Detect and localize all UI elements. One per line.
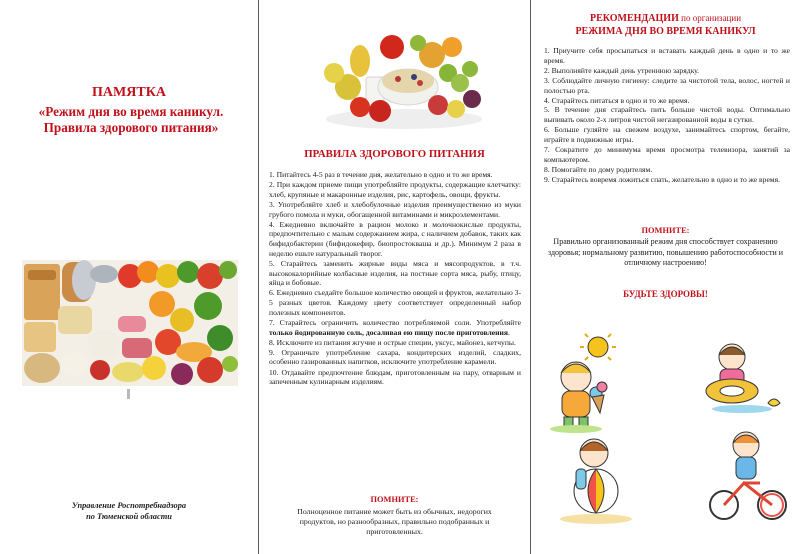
healthy-food-photo xyxy=(22,260,238,386)
rule-item: 8. Исключите из питания жгучие и острые специи, уксус, майонез, кетчупы. xyxy=(269,337,516,347)
recommendation-item: 1. Приучите себя просыпаться и вставать каждый день в одно и то же время. xyxy=(544,46,790,65)
rule-item-salt xyxy=(269,318,521,337)
routine-recommendations-list xyxy=(544,46,790,185)
recommendation-item: 7. Сократите до минимума время просмотра телевизора, занятий за компьютером. xyxy=(544,145,790,164)
page-mark xyxy=(127,389,130,399)
rule-item: 3. Употребляйте хлеб и хлебобулочные изделия преимущественно из муки грубого помола и муки, обогащенной витаминами и микроэлементами. xyxy=(269,199,521,219)
recommendation-item: 8. Помогайте по дому родителям. xyxy=(544,164,653,174)
nutrition-heading: ПРАВИЛА ЗДОРОВОГО ПИТАНИЯ xyxy=(304,148,485,160)
farewell-text: БУДЬТЕ ЗДОРОВЫ! xyxy=(623,289,708,299)
breakfast-photo xyxy=(320,25,485,132)
routine-note-title: ПОМНИТЕ: xyxy=(641,226,690,235)
rule-item: 2. При каждом приеме пищи употребляйте продукты, содержащие клетчатку: хлеб, крупяные и макаронные изделия, рис, картофель, овощи, фрукты. xyxy=(269,180,521,199)
leaflet-subtitle: «Режим дня во время каникул. Правила здорового питания» xyxy=(38,104,224,135)
routine-note-text: Правильно организованный режим дня способствует сохранению здоровья; нормальному развитию, повышению работоспособности и отличному настроению! xyxy=(547,237,784,268)
nutrition-note-title: ПОМНИТЕ: xyxy=(370,495,419,504)
kids-illustration xyxy=(546,333,794,527)
rule-item: 10. Отдавайте предпочтение блюдам, приготовленным на пару, отварным и запеченным кулинарным изделиям. xyxy=(269,367,521,387)
rule-item: 6. Ежедневно съедайте большое количество овощей и фруктов, желательно 3-5 разных цветов. Каждому цвету соответствует определенный набор полезных компонентов. xyxy=(269,288,521,317)
recommendation-item: 3. Соблюдайте личную гигиену: следите за чистотой тела, волос, ногтей и полостью рта. xyxy=(544,75,790,95)
kid-ice-cream xyxy=(550,362,607,433)
recommendation-item: 6. Больше гуляйте на свежем воздухе, занимайтесь спортом, бегайте, играйте в подвижные игры. xyxy=(544,125,790,145)
publisher xyxy=(30,500,228,522)
nutrition-rules-list xyxy=(269,170,521,387)
rule-item: 4. Ежедневно включайте в рацион молоко и молочнокислые продукты, предпочтительно с малым содержанием жира, с наличием добавок, таких как бифидобактерии (бифидокефир, биопростокваша и др.). Минимум 2 раза в неделю ешьте натуральный творог. xyxy=(269,219,521,258)
rule-7-end: . xyxy=(508,327,510,337)
kid-swim-ring xyxy=(706,344,780,413)
recommendation-item: 9. Старайтесь вовремя ложиться спать, желательно в одно и то же время. xyxy=(544,174,781,184)
routine-panel xyxy=(531,0,800,554)
kid-beach-ball xyxy=(560,439,632,524)
recommendation-item: 2. Выполняйте каждый день утреннюю зарядку. xyxy=(544,65,700,75)
rule-item: 1. Питайтесь 4-5 раз в течение дня, желательно в одно и то же время. xyxy=(269,170,493,179)
recommendation-item: 5. В течение дня старайтесь пить больше чистой воды. Оптимально выпивать около 2-х литров чистой негазированной воды в сутки. xyxy=(544,105,790,125)
publisher-line-2: по Тюменской области xyxy=(86,512,172,521)
routine-heading xyxy=(531,12,800,38)
rule-7-emphasis: только йодированную соль, досаливая ею пищу после приготовления xyxy=(269,327,509,337)
routine-heading-line-1 xyxy=(531,12,800,25)
rule-7-text: 7. Старайтесь ограничить количество потребляемой соли. Употребляйте xyxy=(269,317,521,327)
recommendation-item: 4. Старайтесь питаться в одно и то же время. xyxy=(544,95,690,105)
rule-item: 9. Ограничьте употребление сахара, кондитерских изделий, сладких, особенно газированных напитков, исключите употребление карамели. xyxy=(269,347,521,367)
leaflet-title: ПАМЯТКА xyxy=(92,85,166,100)
publisher-line-1: Управление Роспотребнадзора xyxy=(71,501,187,510)
rule-item: 5. Старайтесь заменить жирные виды мяса и мясопродуктов, в т.ч. высококалорийные колбасные изделия, на постные сорта мяса, рыбу, птицу, яйца и бобовые. xyxy=(269,258,521,288)
cover-panel xyxy=(0,0,258,554)
sun-icon xyxy=(580,333,616,360)
kid-bicycle xyxy=(710,432,786,519)
routine-heading-line-2: РЕЖИМА ДНЯ ВО ВРЕМЯ КАНИКУЛ xyxy=(575,26,756,37)
heading-suffix: по организации xyxy=(678,13,742,23)
nutrition-panel xyxy=(259,0,530,554)
heading-recommendations: РЕКОМЕНДАЦИИ xyxy=(589,13,679,24)
nutrition-note-text: Полноценное питание может быть из обычных, недорогих продуктов, но разнообразных, правильно подобранных и приготовленных. xyxy=(297,507,492,537)
